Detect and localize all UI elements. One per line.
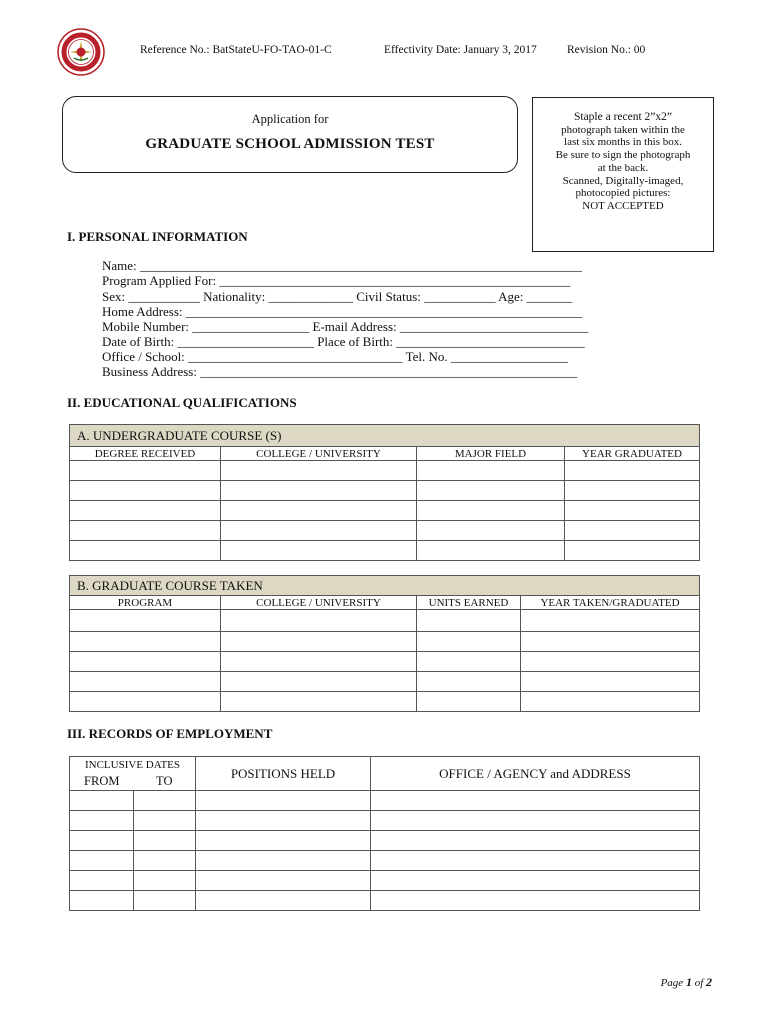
col-office-agency-address: OFFICE / AGENCY and ADDRESS: [371, 757, 700, 791]
table-cell[interactable]: [134, 791, 196, 811]
table-cell[interactable]: [221, 481, 417, 501]
col-from: FROM: [70, 773, 134, 791]
table-cell[interactable]: [70, 831, 134, 851]
table-cell[interactable]: [521, 652, 700, 672]
table-cell[interactable]: [70, 652, 221, 672]
birth-date-place-field[interactable]: Date of Birth: _____________________ Place of Birth: _____________________________: [102, 334, 585, 349]
table-cell[interactable]: [371, 831, 700, 851]
col-units-earned: UNITS EARNED: [417, 596, 521, 610]
table-cell[interactable]: [565, 481, 700, 501]
title-box: [62, 96, 518, 173]
page-prefix: Page: [660, 977, 686, 989]
table-cell[interactable]: [521, 672, 700, 692]
page-current: 1: [685, 975, 692, 989]
photo-instruction-line: Scanned, Digitally-imaged,: [562, 174, 684, 187]
table-row: [70, 521, 700, 541]
table-cell[interactable]: [417, 610, 521, 632]
table-cell[interactable]: [417, 541, 565, 561]
effectivity-date: Effectivity Date: January 3, 2017: [384, 44, 537, 56]
table-row: [70, 541, 700, 561]
table-cell[interactable]: [70, 461, 221, 481]
section-educational-qualifications-heading: II. EDUCATIONAL QUALIFICATIONS: [67, 395, 297, 410]
table-cell[interactable]: [371, 851, 700, 871]
table-row: [70, 831, 700, 851]
business-address-field[interactable]: Business Address: __________________________________________________________: [102, 364, 578, 379]
title-subtitle: Application for: [251, 112, 329, 126]
table-cell[interactable]: [417, 521, 565, 541]
employment-records-table: [69, 756, 700, 911]
table-cell[interactable]: [196, 891, 371, 911]
col-inclusive-dates: INCLUSIVE DATES: [70, 757, 196, 773]
col-year-taken-graduated: YEAR TAKEN/GRADUATED: [521, 596, 700, 610]
undergraduate-course-table: [69, 424, 700, 561]
table-cell[interactable]: [221, 521, 417, 541]
table-cell[interactable]: [565, 501, 700, 521]
page-of: of: [691, 977, 706, 989]
col-to: TO: [134, 773, 196, 791]
graduate-course-table: [69, 575, 700, 712]
table-row: [70, 811, 700, 831]
table-row: [70, 481, 700, 501]
photo-instruction-line: photograph taken within the: [561, 123, 685, 136]
section-records-of-employment-heading: III. RECORDS OF EMPLOYMENT: [67, 726, 273, 741]
photo-instruction-line: at the back.: [597, 161, 649, 174]
table-cell[interactable]: [134, 871, 196, 891]
name-field[interactable]: Name: ____________________________________________________________________: [102, 258, 582, 273]
table-cell[interactable]: [371, 871, 700, 891]
photo-box[interactable]: [532, 97, 714, 252]
undergraduate-table-caption: A. UNDERGRADUATE COURSE (S): [70, 425, 700, 447]
table-cell[interactable]: [196, 791, 371, 811]
table-cell[interactable]: [70, 851, 134, 871]
table-cell[interactable]: [371, 791, 700, 811]
table-cell[interactable]: [70, 541, 221, 561]
table-cell[interactable]: [221, 610, 417, 632]
table-cell[interactable]: [196, 831, 371, 851]
table-cell[interactable]: [70, 672, 221, 692]
table-cell[interactable]: [134, 831, 196, 851]
form-title: GRADUATE SCHOOL ADMISSION TEST: [145, 136, 435, 152]
table-cell[interactable]: [565, 541, 700, 561]
mobile-email-field[interactable]: Mobile Number: __________________ E-mail Address: _____________________________: [102, 319, 589, 334]
photo-instruction-line: Be sure to sign the photograph: [555, 149, 691, 162]
table-cell[interactable]: [70, 481, 221, 501]
table-cell[interactable]: [417, 652, 521, 672]
photo-instruction-line: Staple a recent 2”x2”: [573, 111, 673, 123]
table-cell[interactable]: [221, 632, 417, 652]
table-cell[interactable]: [221, 672, 417, 692]
table-row: [70, 632, 700, 652]
table-cell[interactable]: [565, 521, 700, 541]
col-year-graduated: YEAR GRADUATED: [565, 447, 700, 461]
col-college-university: COLLEGE / UNIVERSITY: [221, 447, 417, 461]
table-cell[interactable]: [371, 811, 700, 831]
table-cell[interactable]: [371, 891, 700, 911]
table-cell[interactable]: [417, 481, 565, 501]
table-cell[interactable]: [70, 501, 221, 521]
table-cell[interactable]: [417, 461, 565, 481]
table-row: [70, 851, 700, 871]
table-cell[interactable]: [70, 610, 221, 632]
table-cell[interactable]: [70, 692, 221, 712]
section-personal-information-heading: I. PERSONAL INFORMATION: [67, 229, 248, 244]
table-cell[interactable]: [565, 461, 700, 481]
col-program: PROGRAM: [70, 596, 221, 610]
table-cell[interactable]: [521, 632, 700, 652]
table-row: [70, 791, 700, 811]
table-cell[interactable]: [70, 521, 221, 541]
table-row: [70, 461, 700, 481]
table-cell[interactable]: [196, 811, 371, 831]
col-major-field: MAJOR FIELD: [417, 447, 565, 461]
table-cell[interactable]: [221, 652, 417, 672]
col-degree-received: DEGREE RECEIVED: [70, 447, 221, 461]
revision-number: Revision No.: 00: [567, 44, 646, 56]
photo-instruction-line: NOT ACCEPTED: [582, 199, 664, 212]
page-number: [661, 975, 712, 990]
university-seal-logo: [57, 28, 105, 76]
table-cell[interactable]: [221, 541, 417, 561]
table-cell[interactable]: [134, 811, 196, 831]
table-row: [70, 610, 700, 632]
table-cell[interactable]: [134, 891, 196, 911]
office-school-tel-field[interactable]: Office / School: _________________________________ Tel. No. __________________: [102, 349, 568, 364]
table-row: [70, 871, 700, 891]
col-positions-held: POSITIONS HELD: [196, 757, 371, 791]
sex-nationality-civil-age-field[interactable]: Sex: ___________ Nationality: _____________ Civil Status: ___________ Age: _______: [102, 289, 573, 304]
program-applied-field[interactable]: Program Applied For: ______________________________________________________: [102, 273, 571, 288]
table-cell[interactable]: [221, 461, 417, 481]
photo-instruction-line: last six months in this box.: [564, 136, 682, 149]
home-address-field[interactable]: Home Address: _____________________________________________________________: [102, 304, 583, 319]
table-cell[interactable]: [134, 851, 196, 871]
table-row: [70, 501, 700, 521]
table-cell[interactable]: [70, 891, 134, 911]
table-cell[interactable]: [70, 791, 134, 811]
page-total: 2: [706, 975, 712, 989]
table-cell[interactable]: [196, 851, 371, 871]
table-row: [70, 652, 700, 672]
table-cell[interactable]: [221, 692, 417, 712]
table-cell[interactable]: [417, 501, 565, 521]
table-cell[interactable]: [221, 501, 417, 521]
table-row: [70, 672, 700, 692]
table-cell[interactable]: [417, 632, 521, 652]
col-college-university: COLLEGE / UNIVERSITY: [221, 596, 417, 610]
table-cell[interactable]: [521, 692, 700, 712]
table-row: [70, 891, 700, 911]
reference-number: Reference No.: BatStateU-FO-TAO-01-C: [140, 44, 332, 56]
table-cell[interactable]: [70, 811, 134, 831]
table-cell[interactable]: [521, 610, 700, 632]
photo-instruction-line: photocopied pictures:: [575, 187, 671, 200]
graduate-table-caption: B. GRADUATE COURSE TAKEN: [70, 576, 700, 596]
table-cell[interactable]: [417, 692, 521, 712]
table-row: [70, 692, 700, 712]
table-cell[interactable]: [417, 672, 521, 692]
table-cell[interactable]: [70, 632, 221, 652]
table-cell[interactable]: [70, 871, 134, 891]
table-cell[interactable]: [196, 871, 371, 891]
